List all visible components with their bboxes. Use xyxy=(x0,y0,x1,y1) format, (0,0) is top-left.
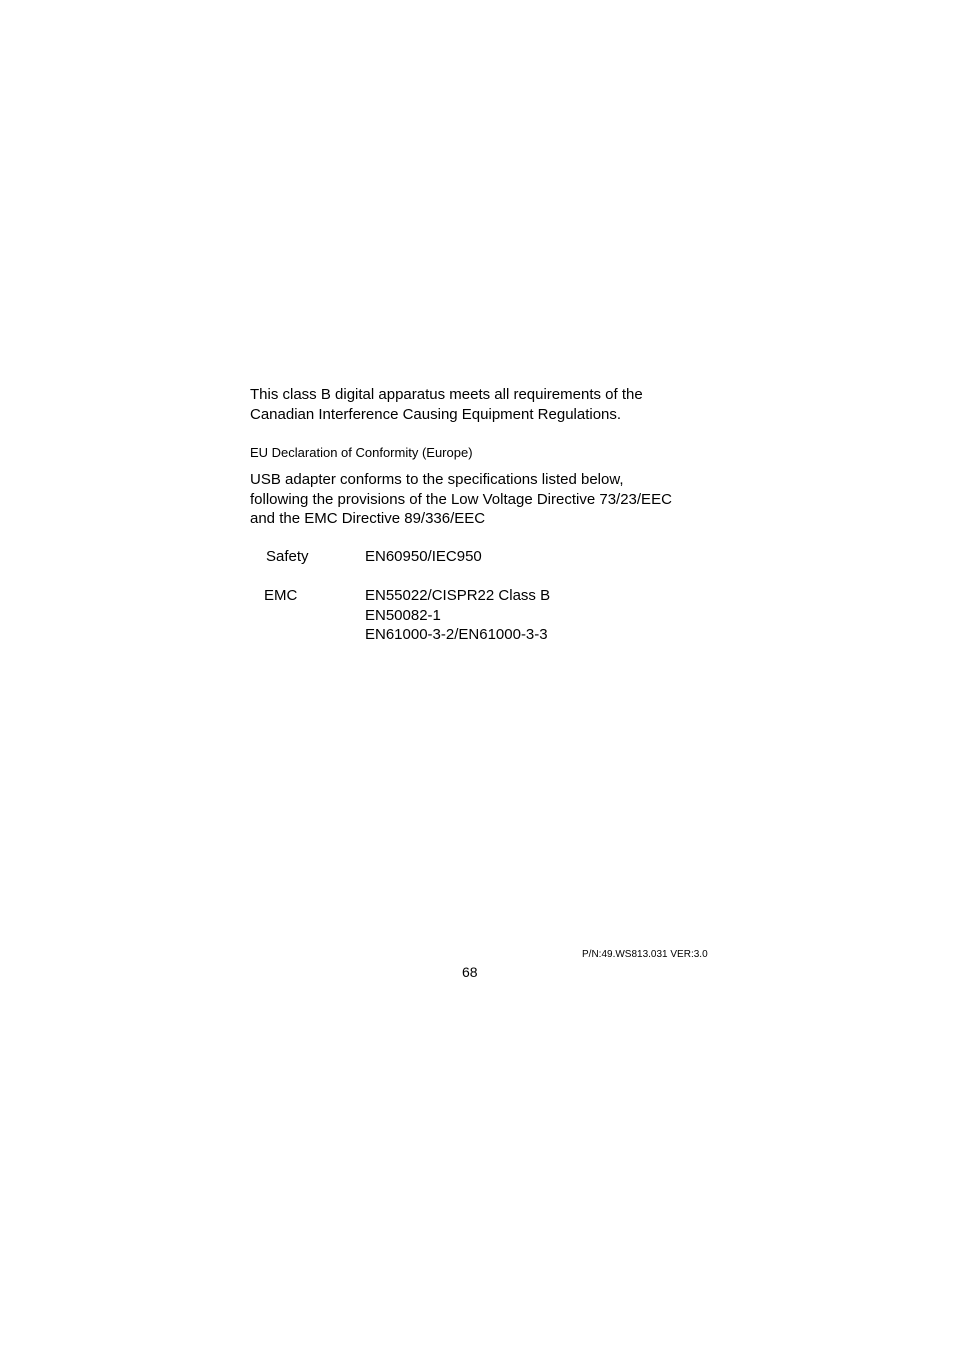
emc-label: EMC xyxy=(264,587,298,604)
canadian-regulation-paragraph xyxy=(250,385,643,424)
emc-standard-value: EN61000-3-2/EN61000-3-3 xyxy=(365,626,548,643)
paragraph-line: USB adapter conforms to the specifications listed below, xyxy=(250,471,624,488)
emc-standard-value: EN55022/CISPR22 Class B xyxy=(365,587,551,604)
safety-label: Safety xyxy=(266,548,309,565)
emc-standard-list xyxy=(365,586,550,645)
usb-conformity-paragraph xyxy=(250,470,672,529)
paragraph-line: This class B digital apparatus meets all requirements of the xyxy=(250,386,643,403)
eu-declaration-heading: EU Declaration of Conformity (Europe) xyxy=(250,445,473,460)
part-number-version: P/N:49.WS813.031 VER:3.0 xyxy=(582,949,708,960)
paragraph-line: following the provisions of the Low Voltage Directive 73/23/EEC xyxy=(250,490,672,508)
paragraph-line: Canadian Interference Causing Equipment Regulations. xyxy=(250,405,622,423)
safety-standard-value: EN60950/IEC950 xyxy=(365,548,482,565)
emc-standard-value: EN50082-1 xyxy=(365,606,441,624)
page-number: 68 xyxy=(462,964,478,980)
paragraph-line: and the EMC Directive 89/336/EEC xyxy=(250,510,486,527)
